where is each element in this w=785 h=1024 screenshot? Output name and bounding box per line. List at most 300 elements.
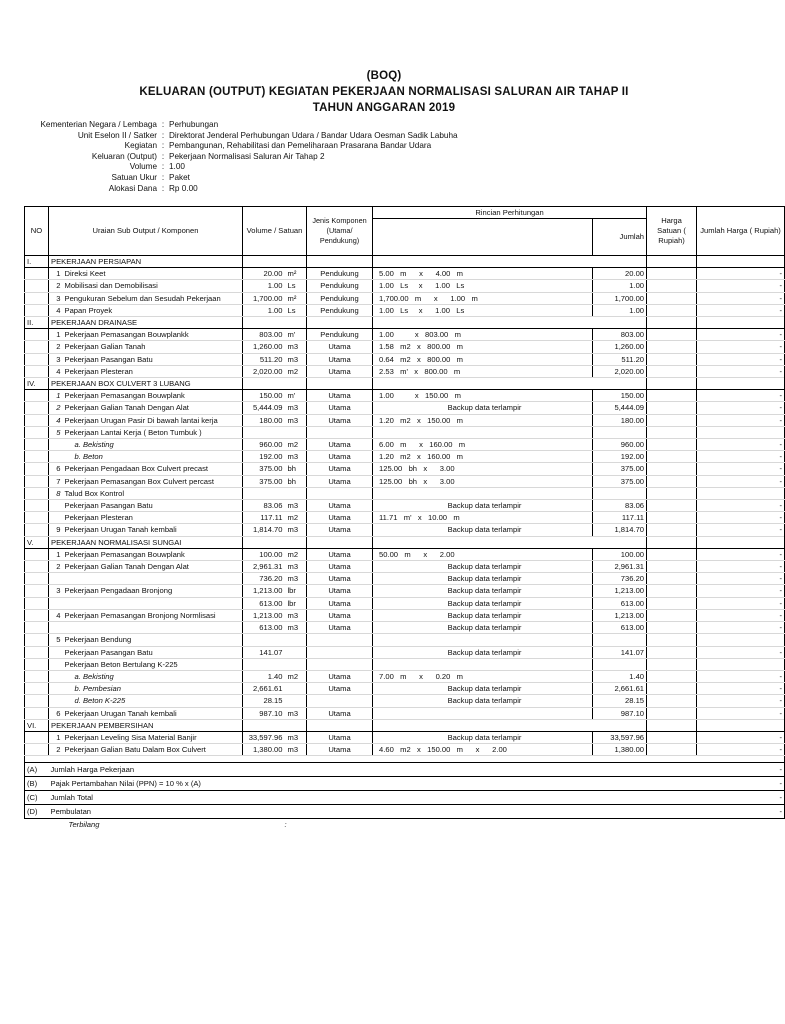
item-jumlah: 1.00	[593, 304, 647, 316]
item-volume	[243, 487, 285, 499]
item-description: Pekerjaan Urugan Pasir Di bawah lantai kerja	[63, 414, 243, 426]
item-number: 7	[49, 475, 63, 487]
table-row	[25, 365, 785, 377]
item-harga-satuan	[647, 353, 697, 365]
meta-row	[27, 131, 458, 142]
row-roman	[25, 646, 49, 658]
item-description: Pekerjaan Pemasangan Bronjong Normlisasi	[63, 609, 243, 621]
row-roman	[25, 695, 49, 707]
item-number: 2	[49, 402, 63, 414]
item-jumlah-harga: -	[697, 365, 785, 377]
empty-cell	[307, 378, 373, 390]
item-description	[63, 573, 243, 585]
item-calc: 1.00 Ls x 1.00 Ls	[373, 304, 593, 316]
empty-cell	[243, 536, 307, 548]
item-jumlah: 150.00	[593, 390, 647, 402]
empty-cell	[373, 378, 647, 390]
row-roman	[25, 475, 49, 487]
section-row	[25, 256, 785, 268]
item-calc: Backup data terlampir	[373, 646, 593, 658]
meta-colon: :	[161, 151, 165, 161]
item-unit	[285, 646, 307, 658]
item-jumlah: 1.00	[593, 280, 647, 292]
section-number: V.	[25, 536, 49, 548]
item-harga-satuan	[647, 524, 697, 536]
item-jumlah-harga	[697, 487, 785, 499]
item-jenis: Utama	[307, 475, 373, 487]
row-roman	[25, 707, 49, 719]
item-number: 3	[49, 292, 63, 304]
row-roman	[25, 609, 49, 621]
item-volume: 803.00	[243, 329, 285, 341]
item-jumlah: 1,213.00	[593, 585, 647, 597]
item-unit: m3	[285, 561, 307, 573]
meta-value: Pekerjaan Normalisasi Saluran Air Tahap 2	[169, 151, 325, 161]
empty-cell	[307, 256, 373, 268]
item-calc: Backup data terlampir	[373, 561, 593, 573]
item-jenis: Utama	[307, 500, 373, 512]
item-harga-satuan	[647, 329, 697, 341]
item-harga-satuan	[647, 414, 697, 426]
table-row	[25, 414, 785, 426]
table-row	[25, 329, 785, 341]
table-row	[25, 561, 785, 573]
item-jumlah: 803.00	[593, 329, 647, 341]
item-harga-satuan	[647, 268, 697, 280]
item-unit: m3	[285, 707, 307, 719]
item-volume: 192.00	[243, 451, 285, 463]
item-jumlah-harga: -	[697, 268, 785, 280]
item-volume: 83.06	[243, 500, 285, 512]
item-harga-satuan	[647, 707, 697, 719]
item-calc: 1.00 x 803.00 m	[373, 329, 593, 341]
empty-cell	[307, 317, 373, 329]
item-calc: 6.00 m x 160.00 m	[373, 439, 593, 451]
item-calc: 11.71 m' x 10.00 m	[373, 512, 593, 524]
table-row	[25, 670, 785, 682]
item-description	[63, 622, 243, 634]
item-harga-satuan	[647, 463, 697, 475]
item-calc	[373, 707, 593, 719]
meta-value: Direktorat Jenderal Perhubungan Udara / Bandar Udara Oesman Sadik Labuha	[169, 130, 458, 140]
summary-value: -	[697, 791, 785, 805]
item-calc: 2.53 m' x 800.00 m	[373, 365, 593, 377]
table-row	[25, 280, 785, 292]
table-row	[25, 731, 785, 743]
item-harga-satuan	[647, 695, 697, 707]
table-row	[25, 622, 785, 634]
item-unit: m3	[285, 402, 307, 414]
item-harga-satuan	[647, 475, 697, 487]
table-row	[25, 548, 785, 560]
empty-cell	[647, 317, 697, 329]
summary-value: -	[697, 777, 785, 791]
item-description: Pekerjaan Pemasangan Box Culvert percast	[63, 475, 243, 487]
item-jumlah-harga: -	[697, 744, 785, 756]
section-row	[25, 536, 785, 548]
item-description: Pekerjaan Galian Tanah Dengan Alat	[63, 402, 243, 414]
item-volume: 28.15	[243, 695, 285, 707]
item-number: 2	[49, 744, 63, 756]
table-row	[25, 524, 785, 536]
table-row	[25, 292, 785, 304]
item-unit	[285, 658, 307, 670]
empty-cell	[373, 536, 647, 548]
item-unit: m2	[285, 548, 307, 560]
item-harga-satuan	[647, 585, 697, 597]
row-roman	[25, 365, 49, 377]
item-jumlah: 5,444.09	[593, 402, 647, 414]
item-description: Pekerjaan Leveling Sisa Material Banjir	[63, 731, 243, 743]
item-jenis	[307, 646, 373, 658]
item-calc: Backup data terlampir	[373, 573, 593, 585]
item-harga-satuan	[647, 658, 697, 670]
item-volume: 960.00	[243, 439, 285, 451]
item-number	[49, 695, 63, 707]
col-uraian: Uraian Sub Output / Komponen	[49, 207, 243, 256]
item-description: Pekerjaan Plesteran	[63, 512, 243, 524]
empty-cell	[647, 536, 697, 548]
table-row	[25, 390, 785, 402]
summary-key: (B)	[25, 777, 49, 791]
item-volume: 100.00	[243, 548, 285, 560]
meta-key: Unit Eselon II / Satker	[77, 130, 157, 140]
item-calc: 4.60 m2 x 150.00 m x 2.00	[373, 744, 593, 756]
item-unit: m3	[285, 500, 307, 512]
item-harga-satuan	[647, 451, 697, 463]
table-row	[25, 609, 785, 621]
item-jumlah-harga: -	[697, 451, 785, 463]
item-description: Pekerjaan Lantai Kerja ( Beton Tumbuk )	[63, 426, 243, 438]
item-jenis	[307, 658, 373, 670]
section-number: VI.	[25, 719, 49, 731]
item-description: Pekerjaan Pasangan Batu	[63, 353, 243, 365]
item-calc: Backup data terlampir	[373, 731, 593, 743]
section-title: PEKERJAAN BOX CULVERT 3 LUBANG	[49, 378, 243, 390]
item-jumlah: 613.00	[593, 597, 647, 609]
item-description: Pekerjaan Pemasangan Bouwplankk	[63, 329, 243, 341]
item-jenis: Pendukung	[307, 329, 373, 341]
row-roman	[25, 670, 49, 682]
item-jumlah: 28.15	[593, 695, 647, 707]
row-roman	[25, 439, 49, 451]
item-jenis: Utama	[307, 463, 373, 475]
item-unit: Ls	[285, 280, 307, 292]
meta-colon: :	[161, 141, 165, 151]
item-jenis: Utama	[307, 402, 373, 414]
item-jenis: Utama	[307, 585, 373, 597]
table-row	[25, 744, 785, 756]
item-jumlah: 100.00	[593, 548, 647, 560]
summary-key: (C)	[25, 791, 49, 805]
item-unit	[285, 426, 307, 438]
empty-cell	[373, 317, 647, 329]
item-harga-satuan	[647, 365, 697, 377]
meta-row	[27, 173, 458, 184]
item-number	[49, 451, 63, 463]
row-roman	[25, 585, 49, 597]
item-jumlah-harga: -	[697, 683, 785, 695]
item-volume: 1.40	[243, 670, 285, 682]
item-unit: m'	[285, 390, 307, 402]
item-jumlah: 117.11	[593, 512, 647, 524]
item-unit	[285, 695, 307, 707]
item-unit: m3	[285, 451, 307, 463]
item-number: 2	[49, 280, 63, 292]
item-volume: 1,260.00	[243, 341, 285, 353]
empty-cell	[243, 719, 307, 731]
item-jumlah-harga: -	[697, 597, 785, 609]
item-jumlah-harga: -	[697, 622, 785, 634]
item-jumlah-harga: -	[697, 439, 785, 451]
table-header-row	[25, 207, 785, 219]
table-row	[25, 475, 785, 487]
row-roman	[25, 634, 49, 646]
item-jumlah: 2,661.61	[593, 683, 647, 695]
item-calc: 1.58 m2 x 800.00 m	[373, 341, 593, 353]
row-roman	[25, 622, 49, 634]
table-row	[25, 463, 785, 475]
item-number: 1	[49, 329, 63, 341]
item-description: Pekerjaan Pasangan Batu	[63, 646, 243, 658]
meta-key: Kegiatan	[124, 141, 157, 151]
document-title-block	[0, 68, 768, 116]
item-jumlah-harga: -	[697, 561, 785, 573]
item-jumlah: 33,597.96	[593, 731, 647, 743]
meta-info	[27, 120, 458, 194]
item-jumlah-harga: -	[697, 341, 785, 353]
item-number: 3	[49, 353, 63, 365]
item-jumlah: 1.40	[593, 670, 647, 682]
item-calc	[373, 658, 593, 670]
terbilang-row	[25, 819, 785, 831]
row-roman	[25, 731, 49, 743]
item-unit: m3	[285, 609, 307, 621]
summary-key: (D)	[25, 805, 49, 819]
item-jenis: Utama	[307, 439, 373, 451]
summary-label: Pembulatan	[49, 805, 697, 819]
summary-value: -	[697, 805, 785, 819]
item-calc: Backup data terlampir	[373, 609, 593, 621]
item-description: Talud Box Kontrol	[63, 487, 243, 499]
item-jumlah-harga: -	[697, 414, 785, 426]
item-unit: m'	[285, 329, 307, 341]
item-calc: Backup data terlampir	[373, 524, 593, 536]
item-description: Pekerjaan Pasangan Batu	[63, 500, 243, 512]
item-jumlah-harga: -	[697, 707, 785, 719]
item-number	[49, 500, 63, 512]
empty-cell	[697, 378, 785, 390]
table-row	[25, 353, 785, 365]
item-jenis: Utama	[307, 414, 373, 426]
item-number	[49, 658, 63, 670]
item-jumlah	[593, 658, 647, 670]
item-jumlah-harga: -	[697, 475, 785, 487]
item-jenis: Utama	[307, 683, 373, 695]
item-number	[49, 670, 63, 682]
row-roman	[25, 426, 49, 438]
item-harga-satuan	[647, 402, 697, 414]
section-title: PEKERJAAN NORMALISASI SUNGAI	[49, 536, 243, 548]
item-calc: 1.00 x 150.00 m	[373, 390, 593, 402]
table-row	[25, 683, 785, 695]
item-jenis: Utama	[307, 744, 373, 756]
empty-cell	[373, 719, 647, 731]
meta-colon: :	[161, 172, 165, 182]
item-jenis: Utama	[307, 707, 373, 719]
item-harga-satuan	[647, 622, 697, 634]
item-unit: m3	[285, 341, 307, 353]
item-harga-satuan	[647, 500, 697, 512]
item-unit: bh	[285, 475, 307, 487]
item-jenis	[307, 695, 373, 707]
item-number: 1	[49, 731, 63, 743]
empty-cell	[697, 317, 785, 329]
item-jenis: Pendukung	[307, 268, 373, 280]
meta-key: Volume	[129, 162, 157, 172]
meta-value: 1.00	[169, 162, 185, 172]
item-jumlah-harga: -	[697, 731, 785, 743]
item-volume: 117.11	[243, 512, 285, 524]
item-calc	[373, 634, 593, 646]
item-number: 6	[49, 463, 63, 475]
item-description: b. Pembesian	[63, 683, 243, 695]
item-calc: 7.00 m x 0.20 m	[373, 670, 593, 682]
item-jenis: Utama	[307, 561, 373, 573]
table-row	[25, 573, 785, 585]
item-calc: Backup data terlampir	[373, 683, 593, 695]
section-title: PEKERJAAN PERSIAPAN	[49, 256, 243, 268]
row-roman	[25, 341, 49, 353]
item-jenis: Utama	[307, 512, 373, 524]
item-description: Pekerjaan Galian Batu Dalam Box Culvert	[63, 744, 243, 756]
item-calc: Backup data terlampir	[373, 622, 593, 634]
item-description	[63, 597, 243, 609]
item-number: 9	[49, 524, 63, 536]
summary-row	[25, 791, 785, 805]
item-description: Mobilisasi dan Demobilisasi	[63, 280, 243, 292]
item-harga-satuan	[647, 390, 697, 402]
item-description: Direksi Keet	[63, 268, 243, 280]
item-number	[49, 622, 63, 634]
item-volume: 150.00	[243, 390, 285, 402]
item-jumlah-harga: -	[697, 670, 785, 682]
item-description: a. Bekisting	[63, 439, 243, 451]
item-volume: 1.00	[243, 304, 285, 316]
section-title: PEKERJAAN PEMBERSIHAN	[49, 719, 243, 731]
meta-colon: :	[161, 162, 165, 172]
row-roman	[25, 744, 49, 756]
item-jumlah: 987.10	[593, 707, 647, 719]
item-harga-satuan	[647, 573, 697, 585]
meta-colon: :	[161, 183, 165, 193]
item-harga-satuan	[647, 341, 697, 353]
item-harga-satuan	[647, 670, 697, 682]
item-description: Pekerjaan Bendung	[63, 634, 243, 646]
col-jenis: Jenis Komponen (Utama/ Pendukung)	[307, 207, 373, 256]
item-volume: 5,444.09	[243, 402, 285, 414]
item-harga-satuan	[647, 292, 697, 304]
boq-title: (BOQ)	[366, 70, 402, 82]
item-volume	[243, 426, 285, 438]
item-unit: m2	[285, 439, 307, 451]
row-roman	[25, 304, 49, 316]
item-number: 4	[49, 414, 63, 426]
table-row	[25, 646, 785, 658]
section-number: I.	[25, 256, 49, 268]
row-roman	[25, 353, 49, 365]
item-jenis: Utama	[307, 353, 373, 365]
table-row	[25, 634, 785, 646]
summary-label: Pajak Pertambahan Nilai (PPN) = 10 % x (A)	[49, 777, 697, 791]
table-row	[25, 341, 785, 353]
row-roman	[25, 402, 49, 414]
row-roman	[25, 512, 49, 524]
item-description: Pekerjaan Galian Tanah	[63, 341, 243, 353]
row-roman	[25, 683, 49, 695]
item-unit: lbr	[285, 585, 307, 597]
item-jenis: Utama	[307, 548, 373, 560]
item-volume: 2,020.00	[243, 365, 285, 377]
item-unit	[285, 487, 307, 499]
item-jenis: Utama	[307, 341, 373, 353]
item-jumlah: 1,213.00	[593, 609, 647, 621]
item-jenis: Utama	[307, 390, 373, 402]
row-roman	[25, 463, 49, 475]
item-jumlah: 613.00	[593, 622, 647, 634]
table-row	[25, 439, 785, 451]
item-harga-satuan	[647, 744, 697, 756]
item-volume: 375.00	[243, 475, 285, 487]
summary-row	[25, 805, 785, 819]
item-volume: 1,213.00	[243, 585, 285, 597]
item-volume: 1,700.00	[243, 292, 285, 304]
col-jumlah: Jumlah	[593, 219, 647, 256]
item-description: Pekerjaan Pengadaan Box Culvert precast	[63, 463, 243, 475]
meta-value: Perhubungan	[169, 120, 219, 129]
item-unit: bh	[285, 463, 307, 475]
empty-cell	[647, 256, 697, 268]
item-unit: m3	[285, 731, 307, 743]
item-jenis: Pendukung	[307, 292, 373, 304]
item-unit	[285, 634, 307, 646]
summary-row	[25, 763, 785, 777]
item-volume: 511.20	[243, 353, 285, 365]
item-calc: 5.00 m x 4.00 m	[373, 268, 593, 280]
item-jumlah-harga: -	[697, 548, 785, 560]
meta-colon: :	[161, 130, 165, 140]
item-number: 8	[49, 487, 63, 499]
item-number: 5	[49, 426, 63, 438]
item-jumlah-harga: -	[697, 573, 785, 585]
item-volume: 33,597.96	[243, 731, 285, 743]
empty-cell	[243, 317, 307, 329]
row-roman	[25, 573, 49, 585]
item-calc: 125.00 bh x 3.00	[373, 463, 593, 475]
item-calc: Backup data terlampir	[373, 585, 593, 597]
item-jumlah-harga: -	[697, 646, 785, 658]
item-calc: Backup data terlampir	[373, 402, 593, 414]
item-jumlah: 2,020.00	[593, 365, 647, 377]
item-jumlah-harga: -	[697, 609, 785, 621]
item-unit	[285, 683, 307, 695]
item-description: d. Beton K-225	[63, 695, 243, 707]
item-jumlah: 141.07	[593, 646, 647, 658]
section-title: PEKERJAAN DRAINASE	[49, 317, 243, 329]
meta-key: Alokasi Dana	[108, 183, 157, 193]
item-jumlah-harga: -	[697, 463, 785, 475]
item-description: Pekerjaan Pemasangan Bouwplank	[63, 390, 243, 402]
